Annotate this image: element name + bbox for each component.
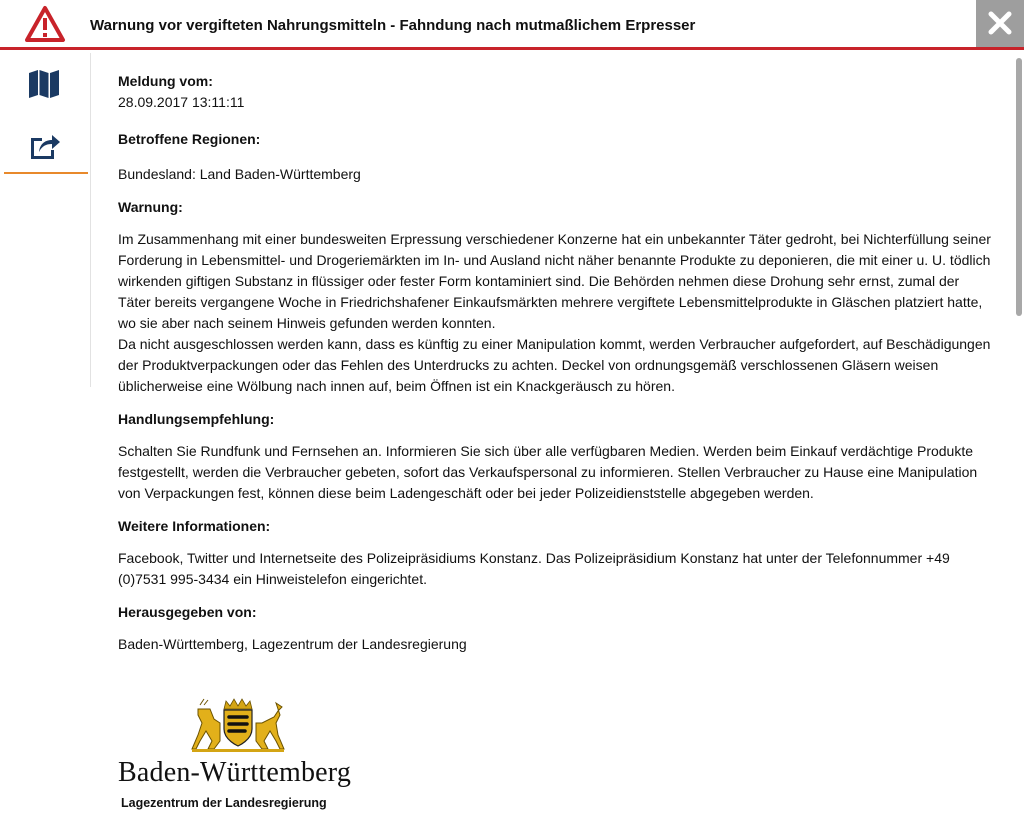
regionen-label: Betroffene Regionen: — [118, 131, 261, 147]
weitere-value: Facebook, Twitter und Internetseite des Polizeipräsidiums Konstanz. Das Polizeipräsidium Konstanz hat unter der Telefonnummer +49 (0)7531 995-3434 ein Hinweistelefon eingerichtet. — [118, 550, 950, 587]
meldung-value: 28.09.2017 13:11:11 — [118, 94, 245, 110]
warning-triangle-icon — [24, 5, 66, 43]
logo-subtitle: Lagezentrum der Landesregierung — [121, 796, 327, 810]
warnung-text — [118, 229, 993, 397]
herausgeber-label: Herausgegeben von: — [118, 604, 257, 620]
active-tab-indicator — [4, 172, 88, 174]
message-content — [118, 53, 993, 655]
meldung-label: Meldung vom: — [118, 73, 213, 89]
sidebar — [0, 53, 91, 387]
sidebar-item-share[interactable] — [0, 117, 90, 177]
coat-of-arms-icon — [190, 697, 286, 753]
sidebar-item-map[interactable] — [0, 55, 90, 115]
handlung-label: Handlungsempfehlung: — [118, 411, 275, 427]
handlung-value: Schalten Sie Rundfunk und Fernsehen an. Informieren Sie sich über alle verfügbaren Medien. Werden beim Einkauf verdächtige Produkte festgestellt, werden die Verbraucher gebeten, sofort das Verkaufspersonal zu informieren. Stellen Verbraucher zu Hause eine Manipulation von Verpackungen fest, können diese beim Ladengeschäft oder bei jeder Polizeidienststelle abgegeben werden. — [118, 443, 978, 501]
map-icon — [28, 69, 60, 99]
logo-name: Baden-Württemberg — [118, 757, 352, 788]
baden-wuerttemberg-logo — [118, 695, 363, 820]
scrollbar[interactable] — [1016, 58, 1022, 316]
herausgeber-value: Baden-Württemberg, Lagezentrum der Landesregierung — [118, 636, 467, 652]
page-title: Warnung vor vergifteten Nahrungsmitteln - Fahndung nach mutmaßlichem Erpresser — [90, 17, 696, 34]
weitere-label: Weitere Informationen: — [118, 518, 271, 534]
regionen-value: Bundesland: Land Baden-Württemberg — [118, 166, 361, 182]
header-bar — [0, 0, 1024, 50]
close-icon — [988, 11, 1012, 35]
warnung-paragraph-2: Da nicht ausgeschlossen werden kann, dass es künftig zu einer Manipulation kommt, werden Verbraucher aufgefordert, auf Beschädigungen der Produktverpackungen oder das Fehlen des Unterdrucks zu achten. Deckel von ordnungsgemäß verschlossenen Gläsern weisen üblicherweise eine Wölbung nach innen auf, beim Öffnen ist ein Knackgeräusch zu hören. — [118, 336, 991, 394]
share-icon — [28, 131, 62, 161]
warnung-paragraph-1: Im Zusammenhang mit einer bundesweiten Erpressung verschiedener Konzerne hat ein unbekannter Täter gedroht, bei Nichterfüllung seiner Forderung in Lebensmittel- und Drogeriemärkten im In- und Ausland nicht näher benannte Produkte zu deponieren, die mit einer u. U. tödlich wirkenden giftigen Substanz in flüssiger oder fester Form kontaminiert sind. Die Behörden nehmen diese Drohung sehr ernst, zumal der Täter bereits vergangene Woche in Friedrichshafener Einkaufsmärkten mehrere vergiftete Lebensmittelprodukte in Gläschen platziert hatte, wo sie aber nach seinem Hinweis gefunden werden konnten. — [118, 231, 991, 331]
warnung-label: Warnung: — [118, 199, 183, 215]
close-button[interactable] — [976, 0, 1024, 47]
